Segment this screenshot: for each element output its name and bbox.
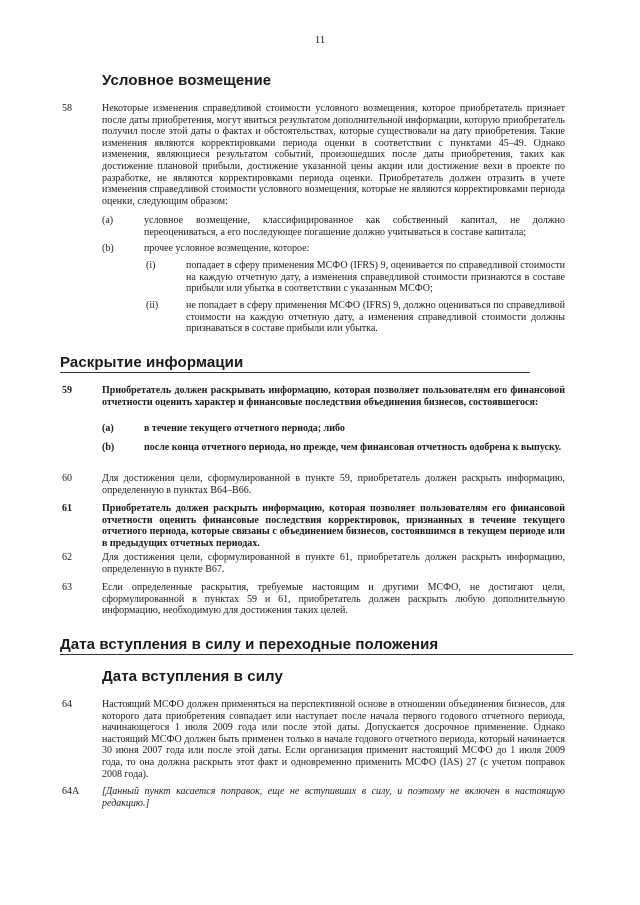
paragraph-62-text: Для достижения цели, сформулированной в пункте 61, приобретатель должен раскрыть информацию, определенную в пункте B67. — [102, 552, 565, 575]
paragraph-number-58: 58 — [62, 103, 72, 114]
paragraph-number-61: 61 — [62, 503, 72, 514]
paragraph-number-62: 62 — [62, 552, 72, 563]
section-heading-disclosure: Раскрытие информации — [60, 355, 530, 373]
paragraph-58-text: Некоторые изменения справедливой стоимости условного возмещения, которое приобретатель признает после даты приобретения, могут явиться результатом дополнительной информации, которую приобретатель получил после этой даты о фактах и обстоятельствах, которые существовали на дату приобретения. Такие изменения являются корректировками периода оценки в соответствии с пунктами 45–49. Однако изменения, являющиеся результатом событий, произошедших после даты приобретения, таких как достижение плановой прибыли, достижение указанной цены акции или достижение вехи в проекте по разработке, не являются корректировками периода оценки. Приобретатель должен отразить в учете изменения справедливой стоимости условного возмещения, которые не являются корректировками периода оценки, следующим образом: — [102, 103, 565, 207]
paragraph-number-64a: 64A — [62, 786, 80, 797]
paragraph-64a-text: [Данный пункт касается поправок, еще не вступивших в силу, и поэтому не включен в настоящую редакцию.] — [102, 786, 565, 809]
item-b-text: прочее условное возмещение, которое: — [144, 243, 310, 254]
p59-item-a-label: (a) — [102, 423, 114, 434]
subitem-i-text: попадает в сферу применения МСФО (IFRS) 9, оценивается по справедливой стоимости на каждую отчетную дату, а изменения справедливой стоимости признаются в составе прибыли или убытка в соответствии с указанным МСФО; — [186, 260, 565, 295]
paragraph-61-text: Приобретатель должен раскрыть информацию, которая позволяет пользователям его финансовой отчетности оценить финансовые последствия корректировок, признанных в течение текущего отчетного периода, которые связаны с объединением бизнесов, состоявшимся в текущем периоде или в предыдущих отчетных периодах. — [102, 503, 565, 549]
subitem-ii-label: (ii) — [146, 300, 159, 311]
p59-item-b-label: (b) — [102, 442, 115, 453]
subitem-i-label: (i) — [146, 260, 156, 271]
paragraph-number-60: 60 — [62, 473, 72, 484]
paragraph-63-text: Если определенные раскрытия, требуемые настоящим и другими МСФО, не достигают цели, сформулированной в пунктах 59 и 61, приобретатель должен раскрыть любую дополнительную информацию, необходимую для достижения таких целей. — [102, 582, 565, 617]
p59-item-a-text: в течение текущего отчетного периода; либо — [144, 423, 345, 434]
section-heading-effective-date-transition: Дата вступления в силу и переходные положения — [60, 637, 573, 655]
subheading-effective-date: Дата вступления в силу — [102, 668, 283, 685]
paragraph-64-text: Настоящий МСФО должен применяться на перспективной основе в отношении объединения бизнесов, для которого дата приобретения совпадает или наступает после начала первого годового отчетного периода, начинающегося 1 июля 2009 года или после этой даты. Допускается досрочное применение. Однако настоящий МСФО должен быть применен только в начале годового отчетного периода, который начинается 30 июня 2007 года или после этой даты. Если организация применит настоящий МСФО до 1 июля 2009 года, то она должна раскрыть этот факт и одновременно применить МСФО (IAS) 27 (с учетом поправок 2008 года). — [102, 699, 565, 780]
paragraph-number-63: 63 — [62, 582, 72, 593]
item-b-label: (b) — [102, 243, 114, 254]
paragraph-59-text: Приобретатель должен раскрывать информацию, которая позволяет пользователям его финансовой отчетности оценить характер и финансовые последствия объединения бизнесов, состоявшегося: — [102, 385, 565, 408]
paragraph-60-text: Для достижения цели, сформулированной в пункте 59, приобретатель должен раскрыть информацию, определенную в пунктах B64–B66. — [102, 473, 565, 496]
p59-item-b-text: после конца отчетного периода, но прежде, чем финансовая отчетность одобрена к выпуску. — [144, 442, 562, 453]
section-heading-contingent-consideration: Условное возмещение — [102, 72, 272, 89]
subitem-ii-text: не попадает в сферу применения МСФО (IFRS) 9, должно оцениваться по справедливой стоимости на каждую отчетную дату, а изменения справедливой стоимости должны признаваться в составе прибыли или убытка. — [186, 300, 565, 335]
page-number: 11 — [314, 34, 326, 46]
paragraph-number-64: 64 — [62, 699, 72, 710]
item-a-label: (a) — [102, 215, 114, 226]
item-a-text: условное возмещение, классифицированное как собственный капитал, не должно переоцениваться, а его последующее погашение должно учитываться в составе капитала; — [144, 215, 565, 238]
paragraph-number-59: 59 — [62, 385, 72, 396]
